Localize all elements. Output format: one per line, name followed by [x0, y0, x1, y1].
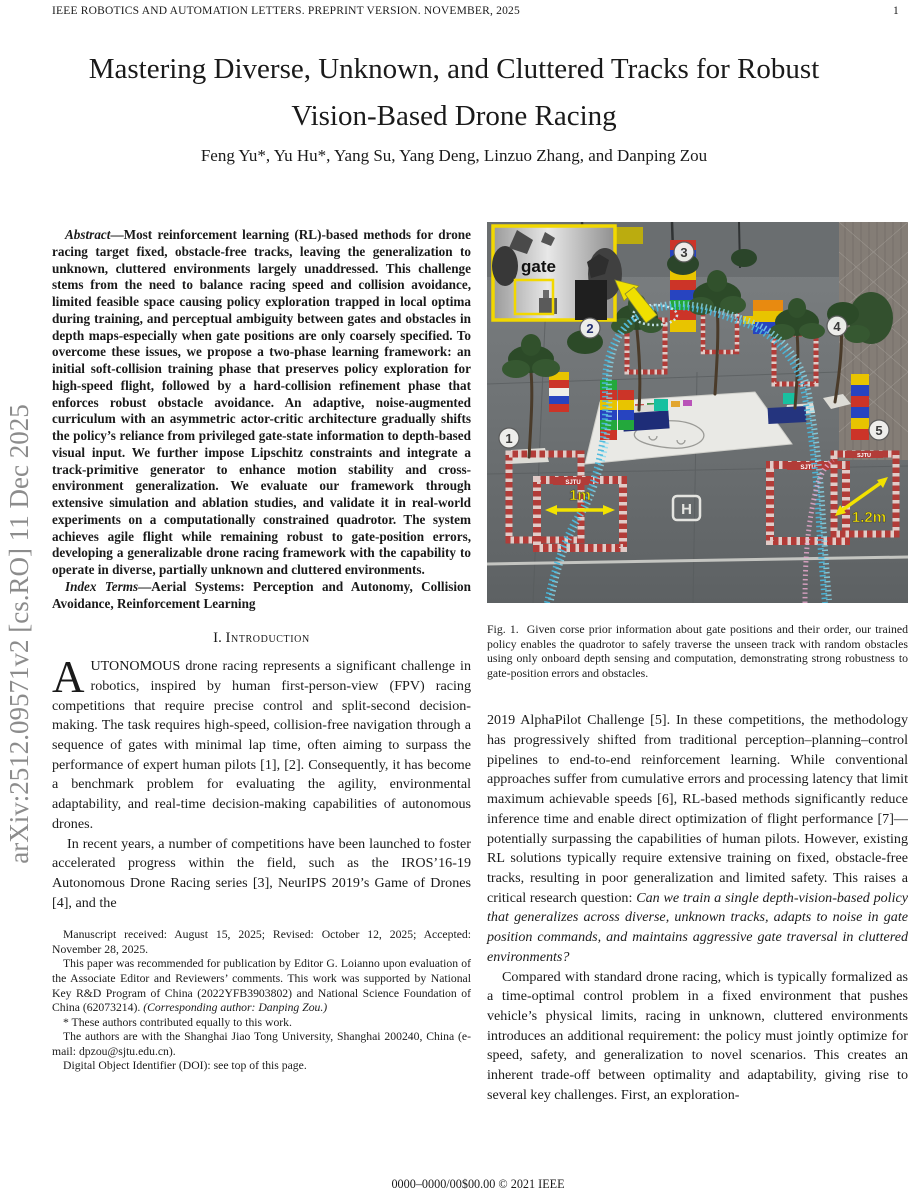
abstract-paragraph: [52, 227, 471, 579]
footnote-editor: [52, 957, 471, 1015]
gate-marker-4: [827, 316, 847, 336]
gate-marker-5: [869, 420, 889, 440]
journal-header: IEEE ROBOTICS AND AUTOMATION LETTERS. PREPRINT VERSION. NOVEMBER, 2025: [52, 5, 520, 17]
svg-text:1.2m: 1.2m: [851, 509, 887, 526]
intro-paragraph-3: [487, 711, 908, 967]
footnote-doi: Digital Object Identifier (DOI): see top of this page.: [63, 1059, 307, 1073]
section-title: Introduction: [225, 630, 310, 647]
corresponding-author-note: (Corresponding author: Danping Zou.): [143, 1001, 328, 1015]
svg-text:1m: 1m: [569, 487, 591, 504]
footnote-equal-contribution: * These authors contributed equally to this work.: [63, 1015, 292, 1029]
running-head: [52, 5, 899, 17]
figure-1: [487, 222, 908, 680]
authors: Feng Yu*, Yu Hu*, Yang Su, Yang Deng, Linzuo Zhang, and Danping Zou: [200, 146, 708, 165]
gate-marker-2: [580, 318, 600, 338]
right-column: [487, 222, 908, 1105]
block-tower-far-right: [851, 374, 869, 440]
footnote-manuscript: Manuscript received: August 15, 2025; Revised: October 12, 2025; Accepted: November 28, 2025.: [52, 928, 471, 956]
gate-sjtu-text: SJTU: [856, 453, 872, 459]
abstract: [52, 227, 471, 612]
block-tower-left: [549, 372, 569, 412]
index-terms-text: —Aerial Systems: Perception and Autonomy, Collision Avoidance, Reinforcement Learning: [52, 578, 471, 611]
drone-track-photo: [487, 222, 908, 603]
inset-gate-label: gate: [521, 257, 556, 276]
title-line-2: Vision-Based Drone Racing: [291, 100, 617, 132]
svg-text:3: 3: [680, 245, 688, 260]
section-number: I.: [213, 630, 222, 647]
gate-marker-1: [499, 428, 519, 448]
svg-text:5: 5: [875, 423, 883, 438]
figure-caption-text: Given corse prior information about gate positions and their order, our trained policy enables the quadrotor to safely traverse the unseen track with random obstacles using only onboard depth sensing and computation, demonstrating strong robustness to gate-position errors and obstacles.: [487, 622, 908, 680]
intro-body: [52, 652, 471, 913]
index-terms-label: Index Terms: [65, 578, 139, 594]
abstract-label: Abstract: [65, 227, 111, 242]
abstract-text: —Most reinforcement learning (RL)-based methods for drone racing target fixed, obstacle-free tracks, leaving the generalization to unknown, cluttered environments largely unaddressed. This challenge stems from the need to balance racing speed and collision avoidance, limited feasible space causing policy exploration trapped in local optima during training, and perceptual ambiguity between gates and obstacles in depth maps-especially when gate positions are only coarsely specified. To overcome these issues, we propose a two-phase learning framework: an initial soft-collision training phase that preserves policy exploration for high-speed flight, followed by a hard-collision refinement phase that enforces robust obstacle avoidance. An adaptive, noise-augmented curriculum with an asymmetric actor-critic architecture gradually shifts the policy’s reliance from privileged gate-state information to depth-based visual input. We further impose Lipschitz constraints and integrate a track-primitive generator to enhance motion stability and cross-environment generalization. We evaluate our framework through extensive simulation and ablation studies, and validate it in real-world experiments on a computationally constrained quadrotor. The system achieves agile flight while remaining robust to gate-position errors, developing a generalizable drone racing framework with the capability to operate in diverse, partially unknown and cluttered environments.: [52, 227, 471, 577]
copyright-footer: 0000–0000/00$00.00 © 2021 IEEE: [391, 1177, 565, 1191]
intro-paragraph-3-text: 2019 AlphaPilot Challenge [5]. In these competitions, the methodology has progressively shifted from traditional perception–planning–control pipelines to end-to-end reinforcement learning. While conventional approaches suffer from cumulative errors and processing latency that limit maximum achievable speeds [6], RL-based methods significantly reduce inference time and enable direct optimization of flight performance [7]—potentially surpassing the capabilities of human pilots. However, existing RL solutions typically require extensive training on fixed, obstacle-free tracks, resulting in poor generalization and limited safety. This raises a critical research question:: [487, 712, 908, 906]
gate-marker-3: [674, 242, 694, 262]
intro-paragraph-1-text: UTONOMOUS drone racing represents a significant challenge in robotics, inspired by human first-person-view (FPV) racing competitions that require precise control and split-second decision-making. The task requires high-speed, collision-free navigation through a sequence of gates with minimal lap time, often aiming to surpass the performance of expert human pilots [1], [2]. Consequently, it has become a benchmark problem for evaluating the agility, environmental adaptability, and real-time decision-making capabilities of autonomous drones.: [52, 658, 471, 832]
footnotes: [52, 928, 471, 1073]
figure-caption: [487, 622, 908, 680]
gate-sjtu-text: SJTU: [800, 465, 816, 471]
footnote-editor-text: This paper was recommended for publication by Editor G. Loianno upon evaluation of the Associate Editor and Reviewers’ comments. This work was supported by National Key R&D Program of China (2022YFB3903802) and National Science Foundation of China (62073214).: [52, 957, 471, 1015]
helipad-label: H: [681, 501, 692, 518]
page-number: 1: [893, 5, 899, 17]
right-body: [487, 711, 908, 1105]
arxiv-watermark: arXiv:2512.09571v2 [cs.RO] 11 Dec 2025: [4, 404, 34, 864]
intro-paragraph-2: In recent years, a number of competitions have been launched to foster accelerated progress within the field, such as the IROS’16-19 Autonomous Drone Racing series [3], NeurIPS 2019’s Game of Drones [4], and the: [52, 835, 471, 911]
title-line-1: Mastering Diverse, Unknown, and Cluttered Tracks for Robust: [88, 53, 820, 85]
figure-caption-tag: Fig. 1.: [487, 622, 519, 636]
gate-sjtu-text: SJTU: [565, 480, 581, 486]
svg-text:1: 1: [505, 431, 513, 446]
blue-box-obstacle-2: [768, 406, 807, 424]
depth-map-inset: [492, 226, 622, 320]
left-column: [52, 227, 471, 1074]
research-question: Can we train a single depth-vision-based policy that generalizes across diverse, unknown tracks, adapts to noise in gate position commands, and maintains aggressive gate traversal in cluttered environments?: [487, 889, 908, 965]
page-title: [0, 46, 908, 140]
section-heading-introduction: [52, 630, 471, 647]
intro-paragraph-1: [52, 652, 471, 834]
index-terms: [52, 579, 471, 613]
footnote-affiliation: The authors are with the Shanghai Jiao Tong University, Shanghai 200240, China (e-mail: dpzou@sjtu.edu.cn).: [52, 1030, 471, 1058]
background-tree: [731, 249, 757, 267]
dropcap: A: [52, 652, 85, 703]
svg-text:4: 4: [833, 319, 841, 334]
svg-text:2: 2: [586, 321, 594, 336]
intro-paragraph-4: Compared with standard drone racing, which is typically formalized as a time-optimal control problem in a fixed environment that pushes vehicle’s physical limits, racing in unknown, cluttered environments introduces an additional requirement: the policy must jointly optimize for speed, safety, and generalization to novel scenarios. This creates an inherent trade-off between optimality and adaptability, giving rise to several key challenges. First, an exploration-: [487, 968, 908, 1103]
